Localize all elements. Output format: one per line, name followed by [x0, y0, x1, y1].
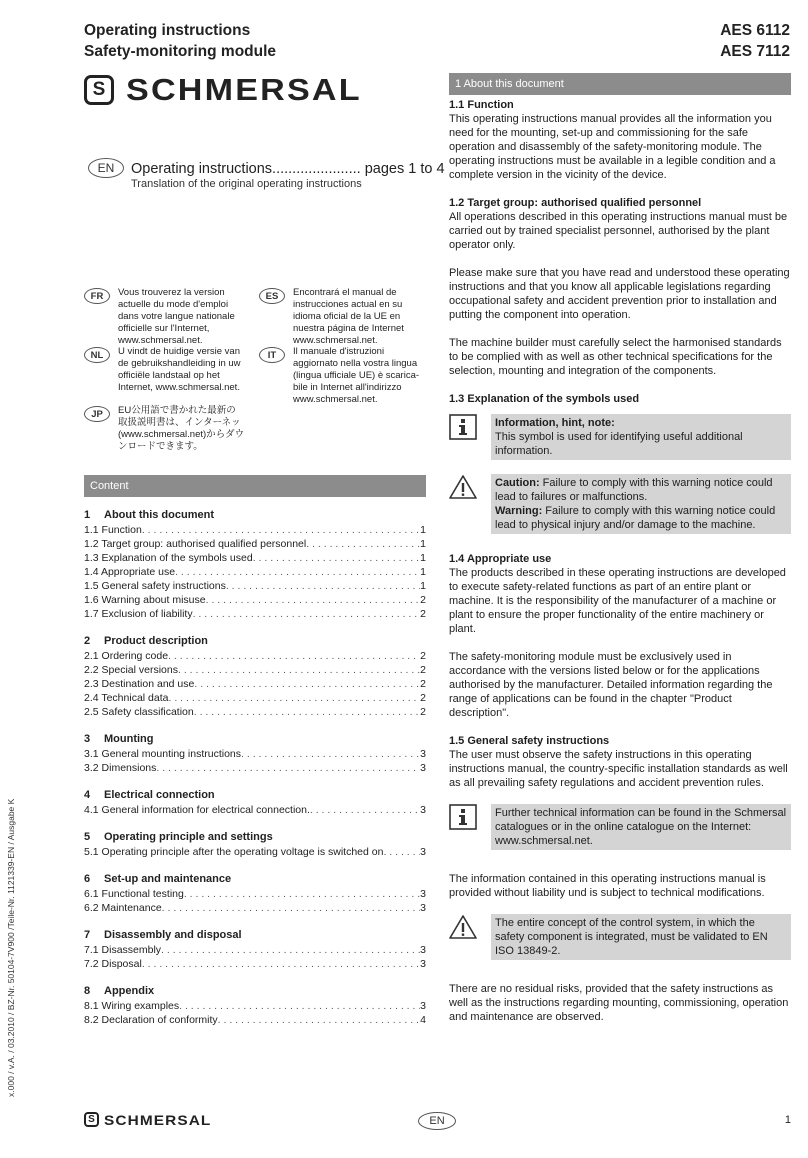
toc-chapter-7: [84, 928, 426, 971]
toc-entry[interactable]: 7.1 Disassembly . . . 3: [84, 943, 426, 957]
toc-entry[interactable]: 6.2 Maintenance . . . 3: [84, 901, 426, 915]
lang-badge-en: EN: [88, 158, 124, 178]
footer-lang-badge: EN: [418, 1112, 456, 1130]
lang-text-fr: Vous trouverez la version actuelle du mode d'emploi dans votre langue nationale officielle sur l'Internet, www.schmersal.net.: [118, 287, 235, 346]
toc-entry[interactable]: 1.4 Appropriate use . . . 1: [84, 565, 426, 579]
en-instructions-title: Operating instructions...................... pages 1 to 4: [131, 161, 445, 177]
warning-text: Failure to comply with this warning notice could lead to physical injury and/or damage to the machine.: [495, 505, 776, 531]
section-1-body: [449, 98, 791, 1038]
lang-entry-it: [259, 346, 419, 406]
heading-1-3: 1.3 Explanation of the symbols used: [449, 393, 640, 405]
lang-text-it: Il manuale d'istruzioni aggiornato nella vostra lingua (lingua ufficiale UE) è scarica- bile in Internet all'indirizzo www.schmersal.net.: [293, 346, 420, 405]
heading-1-5: 1.5 General safety instructions: [449, 735, 610, 747]
paragraph-1-2c: The machine builder must carefully select the harmonised standards to be complied with as well as other technical specifications for the selection, mounting and integration of the components.: [449, 337, 782, 377]
paragraph-1-2a: All operations described in this operating instructions manual must be carried out by trained specialist personnel, authorised by the plant operator only.: [449, 211, 788, 251]
toc-entry[interactable]: 6.1 Functional testing . . . 3: [84, 887, 426, 901]
schmersal-logo: [84, 72, 362, 107]
footer-logo: [84, 1111, 212, 1128]
further-info-note: [449, 804, 791, 850]
info-icon: [449, 414, 477, 440]
toc-entry[interactable]: 8.1 Wiring examples . . . 3: [84, 999, 426, 1013]
toc-entry[interactable]: 1.2 Target group: authorised qualified personnel . . . 1: [84, 537, 426, 551]
warning-note: [449, 474, 791, 534]
toc-chapter-title[interactable]: 8 Appendix: [84, 985, 155, 997]
toc-chapter-title[interactable]: 7 Disassembly and disposal: [84, 929, 242, 941]
table-of-contents: [84, 508, 426, 1040]
toc-chapter-title[interactable]: 3 Mounting: [84, 733, 154, 745]
toc-entry[interactable]: 4.1 General information for electrical connection. . . . 3: [84, 803, 426, 817]
warning-triangle-icon: [449, 914, 477, 940]
toc-chapter-title[interactable]: 5 Operating principle and settings: [84, 831, 273, 843]
lang-text-es: Encontrará el manual de instrucciones actual en su idioma oficial de la UE en nuestra página de Internet www.schmersal.net.: [293, 287, 404, 346]
toc-entry[interactable]: 2.2 Special versions . . . 2: [84, 663, 426, 677]
paragraph-1-1: This operating instructions manual provides all the information you need for the mounting, set-up and commissioning for the safe operation and disassembly of the safety-monitoring module. The operating instructions must be available in a legible condition and a complete version in the vicinity of the device.: [449, 113, 776, 181]
page-number: 1: [784, 1114, 791, 1126]
info-note-box: [491, 414, 791, 460]
en-instructions-subtitle: Translation of the original operating instructions: [131, 178, 362, 190]
footer-logo-mark-icon: S: [84, 1112, 99, 1127]
toc-chapter-5: [84, 830, 426, 859]
caution-label: Caution:: [495, 477, 540, 489]
toc-entry[interactable]: 3.2 Dimensions . . . 3: [84, 761, 426, 775]
lang-badge-jp: JP: [84, 406, 110, 422]
document-reference-side-text: x.000 / v.A. / 03.2010 / BZ-Nr. 50104-7V900 /Teile-Nr. 1121339-EN / Ausgabe K: [6, 798, 16, 1097]
toc-entry[interactable]: 7.2 Disposal . . . 3: [84, 957, 426, 971]
toc-entry[interactable]: 1.1 Function . . . 1: [84, 523, 426, 537]
heading-1-4: 1.4 Appropriate use: [449, 553, 552, 565]
info-note-title: Information, hint, note:: [495, 417, 615, 429]
content-heading-bar: Content: [84, 475, 426, 497]
toc-chapter-8: [84, 984, 426, 1027]
paragraph-1-2b: Please make sure that you have read and understood these operating instructions and that you know all applicable legislations regarding occupational safety and accident prevention prior to installation and putting the component into operation.: [449, 267, 790, 321]
toc-entry[interactable]: 2.3 Destination and use . . . 2: [84, 677, 426, 691]
toc-chapter-title[interactable]: 1 About this document: [84, 509, 214, 521]
heading-1-2: 1.2 Target group: authorised qualified personnel: [449, 197, 702, 209]
lang-badge-fr: FR: [84, 288, 110, 304]
footer-wordmark: SCHMERSAL: [104, 1111, 212, 1128]
logo-wordmark: SCHMERSAL: [126, 72, 362, 107]
paragraph-residual-risks: There are no residual risks, provided that the safety instructions as well as the instructions regarding mounting, commissioning, operation and maintenance are observed.: [449, 983, 789, 1023]
toc-entry[interactable]: 1.7 Exclusion of liability . . . 2: [84, 607, 426, 621]
toc-chapter-4: [84, 788, 426, 817]
concept-warning-box: The entire concept of the control system, in which the safety component is integrated, must be validated to EN ISO 13849-2.: [491, 914, 791, 960]
info-note-text: This symbol is used for identifying useful additional information.: [495, 431, 743, 457]
toc-chapter-2: [84, 634, 426, 719]
lang-entry-es: [259, 287, 404, 347]
toc-entry[interactable]: 8.2 Declaration of conformity . . . 4: [84, 1013, 426, 1027]
heading-1-1: 1.1 Function: [449, 99, 514, 111]
toc-entry[interactable]: 2.4 Technical data . . . 2: [84, 691, 426, 705]
lang-badge-it: IT: [259, 347, 285, 363]
paragraph-1-5: The user must observe the safety instructions in this operating instructions manual, the country-specific installation standards as well as all prevailing safety regulations and accident prevention rules.: [449, 749, 788, 789]
toc-entry[interactable]: 2.5 Safety classification . . . 2: [84, 705, 426, 719]
toc-entry[interactable]: 1.6 Warning about misuse . . . 2: [84, 593, 426, 607]
toc-entry[interactable]: 5.1 Operating principle after the operating voltage is switched on . . . 3: [84, 845, 426, 859]
toc-entry[interactable]: 2.1 Ordering code . . . 2: [84, 649, 426, 663]
section-1-heading-bar: 1 About this document: [449, 73, 791, 95]
lang-text-nl: U vindt de huidige versie van de gebruikshandleiding in uw officiële landstaal op het Internet, www.schmersal.net.: [118, 346, 241, 393]
caution-text: Failure to comply with this warning notice could lead to failures or malfunctions.: [495, 477, 773, 503]
lang-badge-nl: NL: [84, 347, 110, 363]
paragraph-1-4b: The safety-monitoring module must be exclusively used in accordance with the versions listed below or for the applications authorised by the manufacturer. Detailed information regarding the range of applications can be found in the chapter "Product description".: [449, 651, 773, 719]
paragraph-liability: The information contained in this operating instructions manual is provided without liability und is subject to technical modifications.: [449, 873, 766, 899]
toc-entry[interactable]: 1.3 Explanation of the symbols used . . . 1: [84, 551, 426, 565]
toc-chapter-3: [84, 732, 426, 775]
lang-entry-jp: [84, 405, 244, 453]
document-title: [84, 20, 276, 62]
toc-chapter-title[interactable]: 4 Electrical connection: [84, 789, 215, 801]
title-line-1: Operating instructions: [84, 22, 251, 39]
logo-mark-icon: S: [84, 75, 114, 105]
warning-label: Warning:: [495, 505, 543, 517]
info-icon: [449, 804, 477, 830]
model-line-2: AES 7112: [720, 43, 790, 60]
toc-entry[interactable]: 1.5 General safety instructions . . . 1: [84, 579, 426, 593]
toc-entry[interactable]: 3.1 General mounting instructions . . . 3: [84, 747, 426, 761]
warning-note-box: [491, 474, 791, 534]
lang-entry-nl: [84, 346, 241, 394]
toc-chapter-1: [84, 508, 426, 621]
lang-entry-fr: [84, 287, 235, 347]
toc-chapter-6: [84, 872, 426, 915]
lang-text-jp: EU公用語で書かれた最新の 取扱説明書は、インターネッ (www.schmersal.net)からダウ ンロードできます。: [118, 405, 245, 452]
toc-chapter-title[interactable]: 6 Set-up and maintenance: [84, 873, 232, 885]
model-numbers: [720, 20, 790, 62]
toc-chapter-title[interactable]: 2 Product description: [84, 635, 208, 647]
info-note: [449, 414, 791, 460]
title-line-2: Safety-monitoring module: [84, 43, 277, 60]
paragraph-1-4a: The products described in these operating instructions are developed to execute safety-related functions as part of an entire plant or machine. It is the responsibility of the manufacturer of a machine or plant to ensure the proper functionality of the entire machinery or plant.: [449, 567, 786, 635]
warning-triangle-icon: [449, 474, 477, 500]
concept-warning-note: [449, 914, 791, 960]
model-line-1: AES 6112: [720, 22, 790, 39]
lang-badge-es: ES: [259, 288, 285, 304]
further-info-box: Further technical information can be found in the Schmersal catalogues or in the online catalogue on the Internet: www.schmersal.net.: [491, 804, 791, 850]
